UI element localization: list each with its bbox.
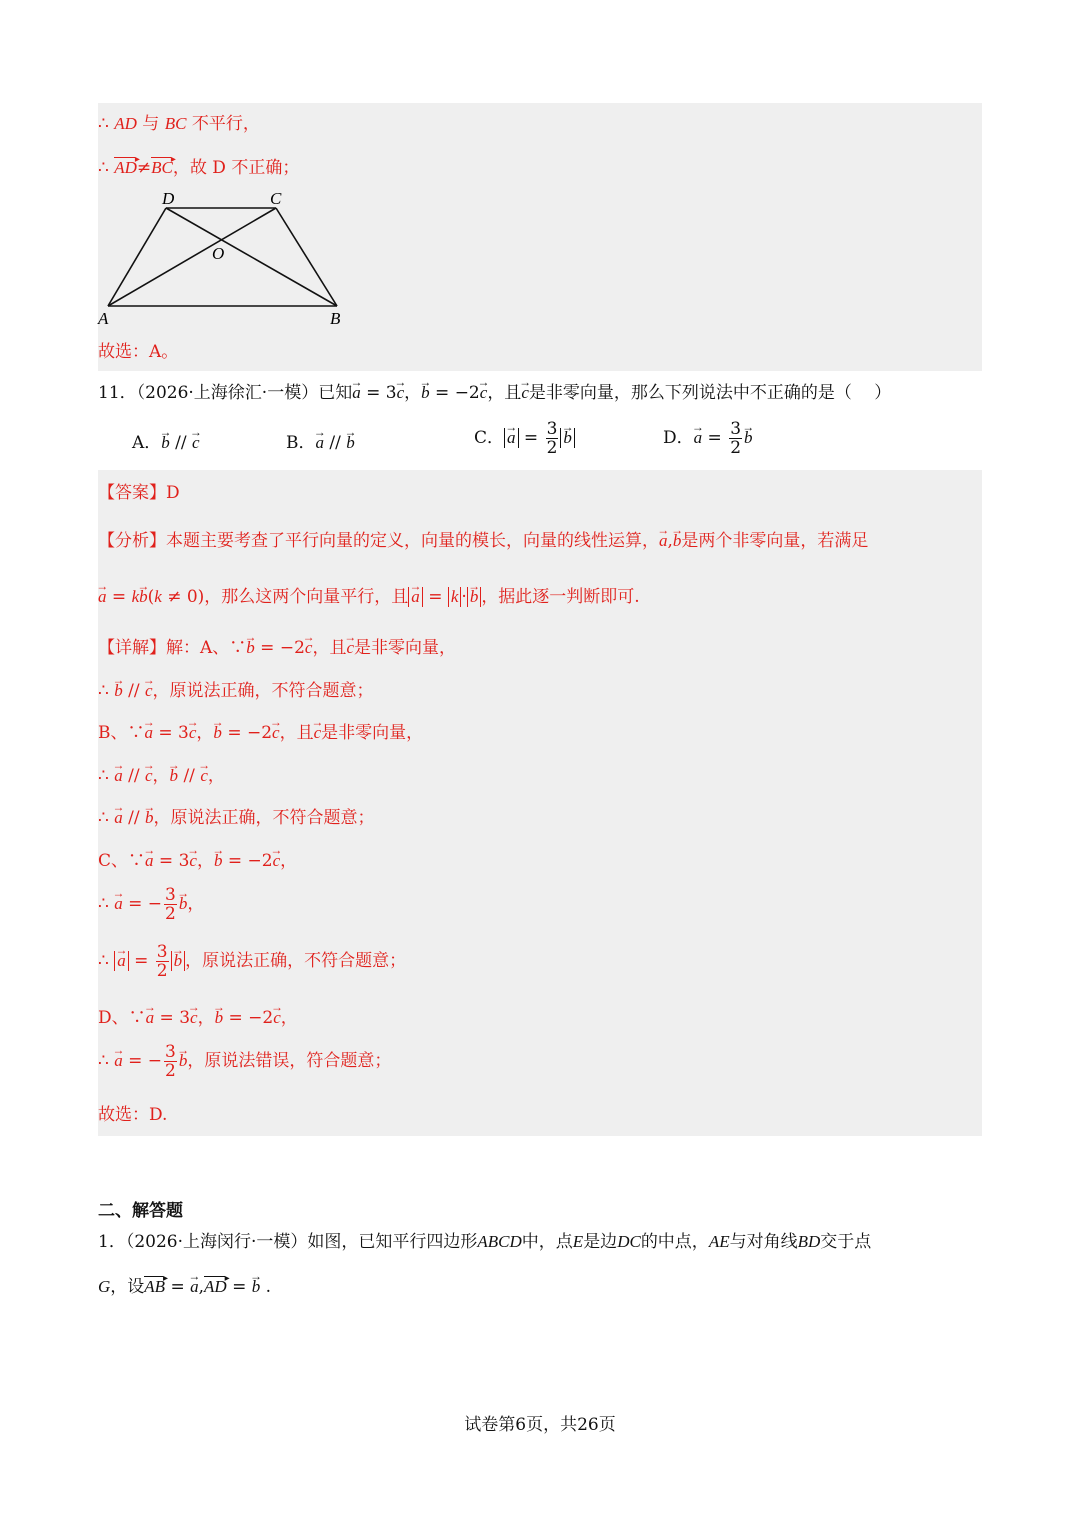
label-c: C (270, 189, 282, 208)
prev-line-2: ∴ AD ▸≠BC ▸，故 D 不正确； (98, 157, 299, 179)
label-d: D (162, 189, 175, 208)
option-a[interactable]: A．→ b // → c (132, 432, 200, 454)
detail-line-2: ∴ → b // → c，原说法正确，不符合题意； (98, 680, 374, 702)
analysis-line-2: → a = k→ b(k ≠ 0)，那么这两个向量平行，且→ a = k ·→ b ，据此逐一判断即可. (98, 586, 640, 608)
detail-line-5: ∴ → a // → b，原说法正确，不符合题意； (98, 807, 375, 829)
option-b[interactable]: B．→ a // → b (286, 432, 355, 454)
label-a: A (98, 309, 109, 328)
detail-line-8: ∴ → a = $\frac{3}{2}$ → b ，原说法正确，不符合题意； (98, 943, 406, 980)
label-b: B (330, 309, 341, 328)
detail-line-4: ∴ → a // → c，→ b // → c， (98, 765, 225, 787)
question-11-stem: 11．（2026·上海徐汇·一模）已知→ a = 3→ c，→ b = −2→ c，且→ c是非零向量，那么下列说法中不正确的是（ ） (98, 382, 891, 404)
option-c[interactable]: C．→ a = $\frac{3}{2}$ → b (474, 420, 575, 457)
option-d[interactable]: D．→ a = $\frac{3}{2}$ → b (663, 420, 753, 457)
section2-q1-line1: 1．（2026·上海闵行·一模）如图，已知平行四边形ABCD中，点E是边DC的中点，AE与对角线BD交于点 (98, 1232, 872, 1252)
detail-line-9: D、∵→ a = 3→ c，→ b = −2→ c， (98, 1007, 298, 1029)
page-footer: 试卷第6页，共26页 (464, 1415, 616, 1435)
section-title: 二、解答题 (98, 1201, 183, 1221)
detail-line-3: B、∵→ a = 3→ c，→ b = −2→ c，且→ c是非零向量， (98, 722, 423, 744)
detail-line-6: C、∵→ a = 3→ c，→ b = −2→ c， (98, 850, 297, 872)
analysis-line-1: 【分析】本题主要考查了平行向量的定义，向量的模长，向量的线性运算，→ a,→ b是两个非零向量，若满足 (98, 530, 868, 552)
trapezoid-figure (96, 186, 356, 331)
final-choice: 故选：D. (98, 1105, 168, 1125)
answer-line: 【答案】D (98, 483, 180, 503)
detail-line-7: ∴ → a = − $\frac{3}{2}$ → b， (98, 886, 204, 923)
prev-choice: 故选：A。 (98, 342, 179, 362)
detail-line-10: ∴ → a = − $\frac{3}{2}$ → b，原说法错误，符合题意； (98, 1043, 391, 1080)
detail-line-1: 【详解】解：A、∵→ b = −2→ c，且→ c是非零向量， (98, 637, 456, 659)
section2-q1-line2: G，设AB ▸ = → a,AD ▸ = → b . (98, 1276, 271, 1298)
solution-box (98, 470, 982, 1136)
label-o: O (212, 244, 225, 263)
prev-line-1: ∴ AD 与 BC 不平行， (98, 114, 260, 134)
